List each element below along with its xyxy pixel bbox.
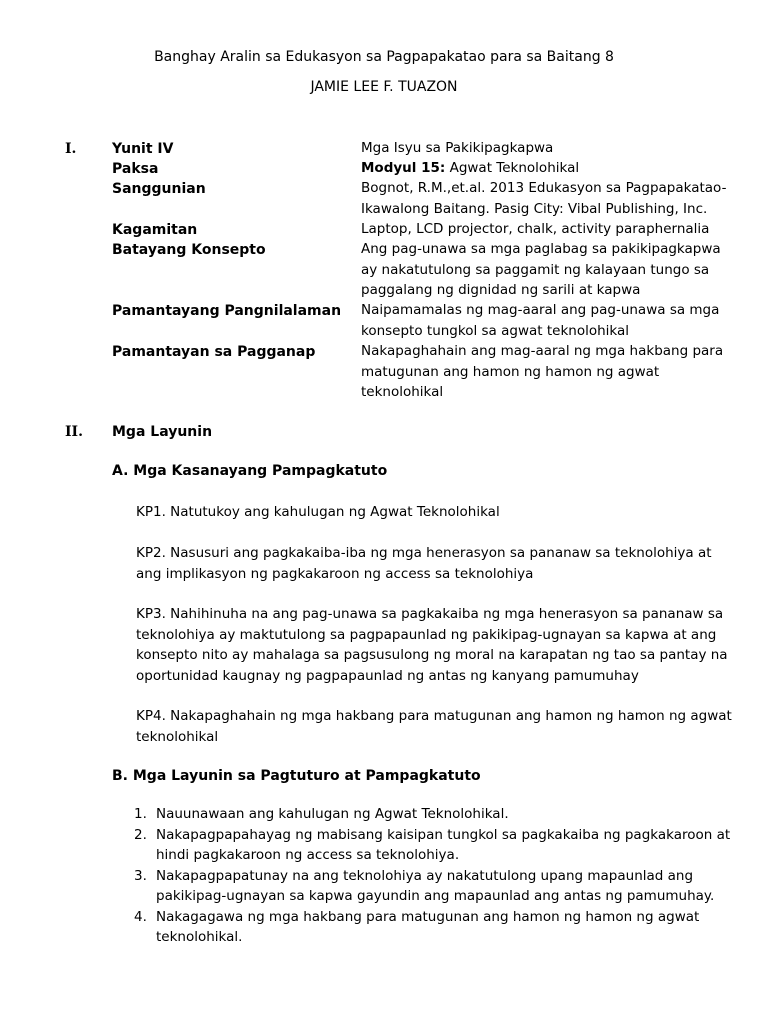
- label-pamantayang-pangnilalaman: Pamantayang Pangnilalaman: [112, 303, 342, 319]
- list-item-text: Nauunawaan ang kahulugan ng Agwat Teknolohikal.: [156, 806, 509, 822]
- kp4-text: KP4. Nakapaghahain ng mga hakbang para matugunan ang hamon ng hamon ng agwat teknolohikal: [136, 708, 732, 745]
- list-item-number: 1.: [134, 806, 147, 822]
- kp2-text: KP2. Nasusuri ang pagkakaiba-iba ng mga henerasyon sa pananaw sa teknolohiya at ang implikasyon ng pagkakaroon ng access sa teknolohiya: [136, 545, 712, 582]
- list-item: [134, 907, 734, 948]
- label-paksa: Paksa: [112, 161, 159, 177]
- document-author: JAMIE LEE F. TUAZON: [310, 79, 458, 95]
- label-yunit: Yunit IV: [112, 141, 174, 157]
- label-kagamitan: Kagamitan: [112, 222, 198, 238]
- kp1-text: KP1. Natutukoy ang kahulugan ng Agwat Teknolohikal: [136, 504, 500, 520]
- kp3-text: KP3. Nahihinuha na ang pag-unawa sa pagkakaiba ng mga henerasyon sa pananaw sa teknolohiya ay maktutulong sa pagpapaunlad ng pakikipag-ugnayan sa kapwa at ang konsepto nito ay mahalaga sa pagsusulong ng moral na karapatan ng tao sa pantay na oportunidad kaugnay ng pagpapaunlad ng antas ng kanyang pamumuhay: [136, 606, 728, 684]
- value-sanggunian: Bognot, R.M.,et.al. 2013 Edukasyon sa Pagpapakatao-Ikawalong Baitang. Pasig City: Vibal Publishing, Inc.: [361, 180, 727, 217]
- section-2-numeral: II.: [65, 424, 83, 440]
- value-paksa: [361, 158, 741, 179]
- value-paksa-module: Modyul 15:: [361, 160, 446, 176]
- value-paksa-topic: Agwat Teknolohikal: [445, 160, 580, 176]
- value-kagamitan: Laptop, LCD projector, chalk, activity paraphernalia: [361, 221, 710, 237]
- value-batayang-konsepto: Ang pag-unawa sa mga paglabag sa pakikipagkapwa ay nakatutulong sa paggamit ng kalayaan tungo sa paggalang ng dignidad ng sarili at kapwa: [361, 241, 721, 298]
- section-2-title: Mga Layunin: [112, 424, 213, 440]
- subsection-a-heading: A. Mga Kasanayang Pampagkatuto: [112, 463, 388, 479]
- list-item: [134, 804, 734, 825]
- list-item: [134, 825, 734, 866]
- list-item-text: Nakapagpapatunay na ang teknolohiya ay nakatutulong upang mapaunlad ang pakikipag-ugnayan sa kapwa gayundin ang mapaunlad ang antas ng pamumuhay.: [156, 867, 715, 904]
- section-1-numeral: I.: [65, 141, 77, 157]
- label-sanggunian: Sanggunian: [112, 181, 206, 197]
- list-item: [134, 866, 734, 907]
- value-pamantayang-pangnilalaman: Naipamamalas ng mag-aaral ang pag-unawa sa mga konsepto tungkol sa agwat teknolohikal: [361, 302, 720, 339]
- value-pamantayan-sa-pagganap: Nakapaghahain ang mag-aaral ng mga hakbang para matugunan ang hamon ng hamon ng agwat teknolohikal: [361, 343, 724, 400]
- objectives-list: [134, 804, 734, 948]
- label-batayang-konsepto: Batayang Konsepto: [112, 242, 266, 258]
- label-pamantayan-sa-pagganap: Pamantayan sa Pagganap: [112, 344, 316, 360]
- subsection-b-heading: B. Mga Layunin sa Pagtuturo at Pampagkatuto: [112, 768, 481, 784]
- list-item-number: 3.: [134, 867, 147, 884]
- list-item-number: 2.: [134, 826, 147, 843]
- list-item-number: 4.: [134, 908, 147, 925]
- list-item-text: Nakagagawa ng mga hakbang para matugunan ang hamon ng hamon ng agwat teknolohikal.: [156, 908, 700, 945]
- document-title: Banghay Aralin sa Edukasyon sa Pagpapakatao para sa Baitang 8: [154, 49, 614, 65]
- list-item-text: Nakapagpapahayag ng mabisang kaisipan tungkol sa pagkakaiba ng pagkakaroon at hindi pagkakaroon ng access sa teknolohiya.: [156, 826, 731, 863]
- value-yunit: Mga Isyu sa Pakikipagkapwa: [361, 140, 554, 156]
